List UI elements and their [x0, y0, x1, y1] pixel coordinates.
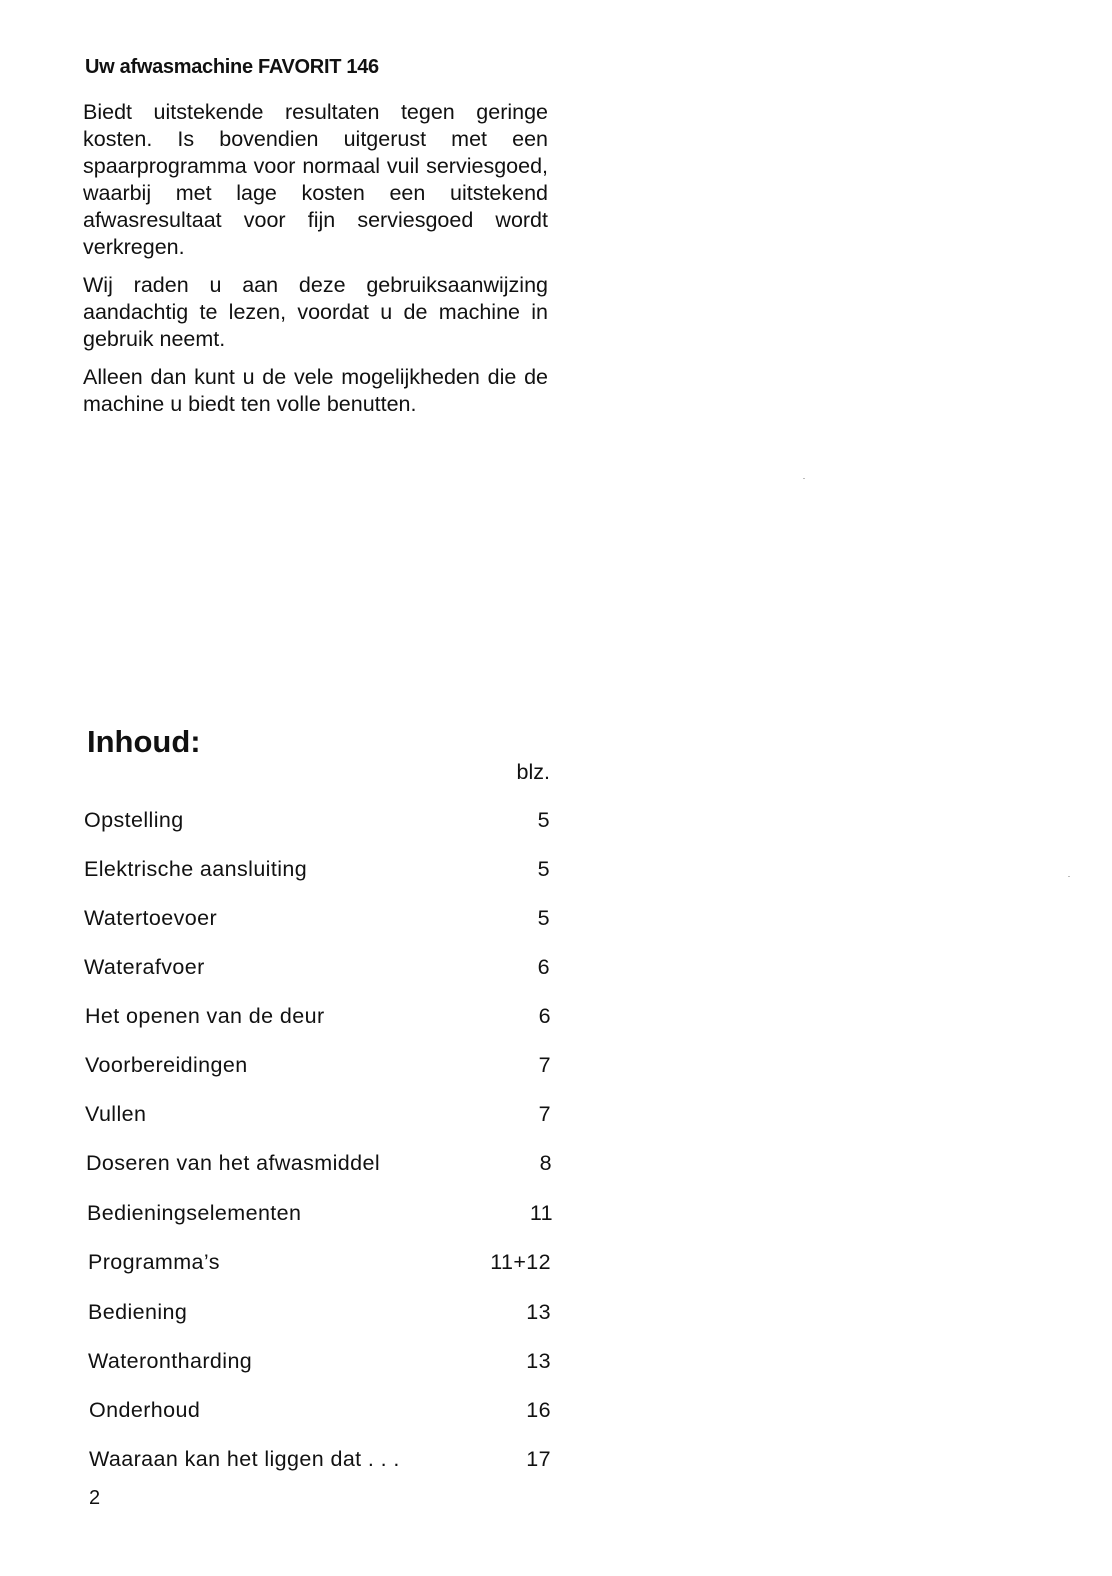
toc-entry — [88, 1250, 551, 1280]
toc-entry — [88, 1349, 551, 1379]
toc-entry — [84, 808, 550, 838]
toc-entry-page: 7 — [538, 1102, 551, 1126]
toc-entry-page: 7 — [538, 1053, 551, 1077]
toc-entry-label: Vullen — [85, 1102, 147, 1126]
toc-entry — [89, 1447, 551, 1477]
toc-entry-page: 17 — [526, 1447, 551, 1471]
toc-entry-page: 6 — [537, 955, 550, 979]
toc-entry — [87, 1201, 553, 1231]
toc-entry — [85, 1004, 551, 1034]
scan-speck — [803, 478, 805, 479]
scan-speck — [1068, 876, 1070, 877]
toc-entry — [84, 955, 550, 985]
toc-entry-page: 5 — [537, 906, 550, 930]
toc-entry-page: 13 — [526, 1300, 551, 1324]
toc-entry-label: Doseren van het afwasmiddel — [86, 1151, 381, 1175]
toc-entry-label: Waaraan kan het liggen dat . . . — [89, 1447, 400, 1471]
toc-entry-label: Opstelling — [84, 808, 184, 832]
toc-entry-label: Programma’s — [88, 1250, 220, 1274]
toc-entry-label: Watertoevoer — [84, 906, 218, 930]
page-number: 2 — [89, 1487, 101, 1509]
toc-entry-label: Onderhoud — [89, 1398, 201, 1422]
document-heading: Uw afwasmachine FAVORIT 146 — [85, 56, 379, 78]
toc-entry — [86, 1151, 552, 1181]
toc-entry-page: 5 — [537, 857, 550, 881]
toc-entry — [84, 857, 550, 887]
toc-title: Inhoud: — [87, 724, 201, 759]
toc-entry-page: 6 — [538, 1004, 551, 1028]
toc-entry-page: 11 — [529, 1201, 553, 1225]
toc-entry-page: 13 — [526, 1349, 551, 1373]
toc-page-header: blz. — [516, 760, 550, 784]
toc-entry-page: 5 — [537, 808, 550, 832]
toc-entry — [85, 1102, 551, 1132]
toc-entry — [85, 1053, 551, 1083]
intro-paragraph: Wij raden u aan deze gebruiksaanwijzing aandachtig te lezen, voordat u de machine in gebruik neemt. — [83, 273, 548, 351]
toc-entry — [84, 906, 550, 936]
toc-entry-label: Voorbereidingen — [85, 1053, 248, 1077]
toc-entry-label: Bedieningselementen — [87, 1201, 302, 1225]
intro-paragraph: Alleen dan kunt u de vele mogelijkheden die de machine u biedt ten volle benutten. — [83, 365, 548, 416]
toc-entry-label: Elektrische aansluiting — [84, 857, 308, 881]
toc-entry-label: Bediening — [88, 1300, 188, 1324]
toc-entry — [89, 1398, 551, 1428]
toc-entry-label: Waterontharding — [88, 1349, 253, 1373]
intro-section — [83, 99, 548, 429]
intro-paragraph: Biedt uitstekende resultaten tegen geringe kosten. Is bovendien uitgerust met een spaarprogramma voor normaal vuil serviesgoed, waarbij met lage kosten een uitstekend afwasresultaat voor fijn serviesgoed wordt verkregen. — [83, 100, 548, 259]
toc-entry-label: Het openen van de deur — [85, 1004, 325, 1028]
toc-entry-page: 11+12 — [490, 1250, 551, 1274]
toc-entry — [88, 1300, 551, 1330]
toc-entry-label: Waterafvoer — [84, 955, 205, 979]
toc-entry-page: 8 — [539, 1151, 552, 1175]
toc-entry-page: 16 — [526, 1398, 551, 1422]
